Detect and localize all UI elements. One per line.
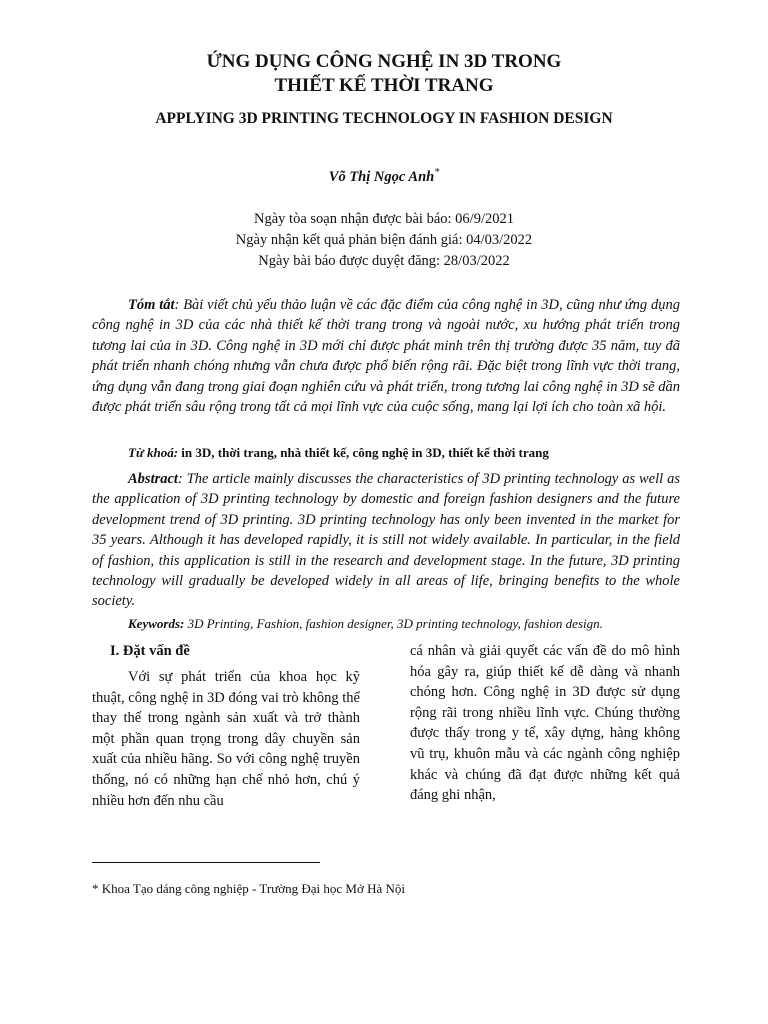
abstract-vietnamese bbox=[92, 295, 680, 417]
keywords-vietnamese-text: in 3D, thời trang, nhà thiết kế, công nghệ in 3D, thiết kế thời trang bbox=[178, 445, 549, 460]
keywords-english-text: 3D Printing, Fashion, fashion designer, 3D printing technology, fashion design. bbox=[184, 616, 603, 631]
body-paragraph-left: Với sự phát triển của khoa học kỹ thuật, công nghệ in 3D đóng vai trò không thể thay thế trong ngành sản xuất và trở thành một phần quan trọng trong dây chuyền sản xuất của nhiều hãng. So với công nghệ truyền thống, nó có những hạn chế nhỏ hơn, chú ý nhiều hơn đến nhu cầu bbox=[92, 669, 360, 809]
date-reviewed: Ngày nhận kết quả phản biện đánh giá: 04/03/2022 bbox=[235, 232, 533, 248]
date-accepted: Ngày bài báo được duyệt đăng: 28/03/2022 bbox=[258, 253, 510, 269]
date-received: Ngày tòa soạn nhận được bài báo: 06/9/2021 bbox=[254, 211, 514, 227]
footnote-divider bbox=[92, 862, 320, 863]
footnote: * Khoa Tạo dáng công nghiệp - Trường Đại học Mở Hà Nội bbox=[92, 881, 406, 896]
section-heading: I. Đặt vấn đề bbox=[110, 643, 190, 659]
abstract-english bbox=[92, 469, 680, 612]
author-line bbox=[0, 163, 768, 187]
abstract-english-text: : The article mainly discusses the characteristics of 3D printing technology as well as the application of 3D printing technology by domestic and foreign fashion designers and the future development trend of 3D printing. 3D printing technology has only been invented in the market for 35 years. Although it has developed rapidly, it is still not widely available. In particular, in the field of fashion, this application is still in the research and development stage. In the future, 3D printing technology will gradually be developed widely in all areas of life, bringing benefits to the whole society. bbox=[92, 471, 680, 610]
author-name: Võ Thị Ngọc Anh bbox=[328, 168, 435, 185]
keywords-english bbox=[92, 614, 680, 634]
title-vietnamese-line-2: THIẾT KẾ THỜI TRANG bbox=[274, 75, 494, 96]
body-column-right bbox=[410, 641, 680, 806]
author-footnote-mark: * bbox=[434, 167, 440, 178]
abstract-vietnamese-text: : Bài viết chủ yếu thảo luận về các đặc điểm của công nghệ in 3D, cũng như ứng dụng công nghệ in 3D của các nhà thiết kế thời trang trong và ngoài nước, xu hướng phát triển trong tương lai của in 3D. Công nghệ in 3D mới chỉ được phát minh trên thị trường được 35 năm, tuy đã phát triển nhanh chóng nhưng vẫn chưa được phổ biến rộng rãi. Đặc biệt trong lĩnh vực thời trang, ứng dụng vẫn đang trong giai đoạn nghiên cứu và phát triển, trong tương lai công nghệ in 3D sẽ dần được phát triển sâu rộng trong tất cả mọi lĩnh vực của cuộc sống, mang lại lợi ích cho toàn xã hội. bbox=[92, 297, 680, 416]
title-english: APPLYING 3D PRINTING TECHNOLOGY IN FASHION DESIGN bbox=[155, 110, 613, 127]
body-paragraph-right: cá nhân và giải quyết các vấn đề do mô hình hóa gây ra, giúp thiết kế dễ dàng và nhanh chóng hơn. Công nghệ in 3D được sử dụng rộng rãi trong nhiều lĩnh vực. Chúng thường được thấy trong y tế, xây dựng, hàng không vũ trụ, khuôn mẫu và các ngành công nghiệp khác và chúng đã đạt được những kết quả đáng ghi nhận, bbox=[410, 643, 680, 804]
abstract-vietnamese-label: Tóm tắt bbox=[128, 297, 175, 313]
title-vietnamese-line-1: ỨNG DỤNG CÔNG NGHỆ IN 3D TRONG bbox=[206, 51, 562, 72]
keywords-english-label: Keywords: bbox=[128, 616, 185, 631]
submission-dates bbox=[0, 209, 768, 272]
keywords-vietnamese bbox=[92, 443, 680, 463]
abstract-english-label: Abstract bbox=[128, 471, 178, 487]
body-column-left bbox=[92, 641, 360, 811]
keywords-vietnamese-label: Từ khoá: bbox=[128, 445, 179, 460]
